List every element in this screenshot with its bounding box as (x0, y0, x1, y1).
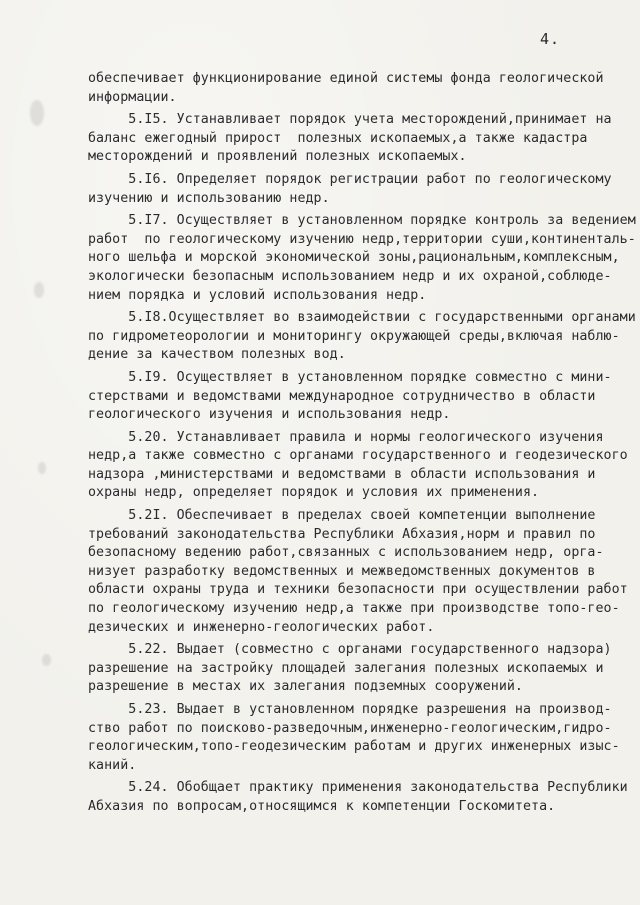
text-line: 5.I7. Осуществляет в установленном порядке контроль за ведением (88, 213, 636, 229)
stain-mark (42, 654, 51, 666)
text-line: информации. (88, 89, 177, 105)
text-line: баланс ежегодный прирост полезных ископаемых,а также кадастра (88, 130, 588, 146)
text-line: 5.24. Обобщает практику применения законодательства Республики (88, 780, 628, 796)
text-line: нием порядка и условий использования недр. (88, 287, 427, 303)
stain-mark (30, 100, 44, 126)
text-line: надзора ,министерствами и ведомствами в области использования и (88, 466, 596, 482)
text-line: безопасному ведению работ,связанных с использованием недр, орга- (88, 545, 604, 561)
text-line: требований законодательства Республики Абхазия,норм и правил по (88, 526, 596, 542)
text-line: низует разработку ведомственных и межведомственных документов в (88, 563, 596, 579)
text-line: по геологическому изучению недр,а также при производстве топо-гео- (88, 601, 620, 617)
text-line: Абхазия по вопросам,относящимся к компетенции Госкомитета. (88, 798, 556, 814)
document-body (88, 70, 636, 817)
text-line: по гидрометеорологии и мониторингу окружающей среды,включая наблю- (88, 328, 620, 344)
text-line: 5.I8.Осуществляет во взаимодействии с государственными органами (88, 310, 636, 326)
text-line: недр,а также совместно с органами государственного и геодезического (88, 448, 628, 464)
text-line: 5.2I. Обеспечивает в пределах своей компетенции выполнение (88, 508, 596, 524)
text-line: 5.23. Выдает в установленном порядке разрешения на производ- (88, 702, 612, 717)
text-line: охраны недр, определяет порядок и условия их применения. (88, 485, 540, 501)
text-line: 5.I5. Устанавливает порядок учета месторождений,принимает на (88, 112, 612, 128)
text-line: ного шельфа и морской экономической зоны,рациональным,комплексным, (88, 250, 620, 266)
text-line: геологическим,топо-геодезическим работам и других инженерных изыс- (88, 739, 620, 755)
text-line: стерствами и ведомствами международное сотрудничество в области (88, 388, 596, 404)
text-line: 5.22. Выдает (совместно с органами государственного надзора) (88, 642, 612, 658)
stain-mark (38, 462, 46, 474)
text-line: ство работ по поисково-разведочным,инженерно-геологическим,гидро- (88, 720, 612, 736)
text-line: разрешение на застройку площадей залегания полезных ископаемых и (88, 660, 604, 676)
text-line: 5.I9. Осуществляет в установленном порядке совместно с мини- (88, 369, 612, 385)
text-line: дезических и инженерно-геологических работ. (88, 619, 435, 635)
text-line: изучению и использованию недр. (88, 190, 330, 206)
text-line: экологически безопасным использованием недр и их охраной,соблюде- (88, 268, 612, 284)
text-line: геологического изучения и использования недр. (88, 407, 451, 423)
text-line: месторождений и проявлений полезных ископаемых. (88, 149, 467, 165)
stain-mark (34, 282, 44, 298)
text-line: дение за качеством полезных вод. (88, 347, 346, 363)
text-line: 5.20. Устанавливает правила и нормы геологического изучения (88, 429, 604, 445)
text-line: 5.I6. Определяет порядок регистрации работ по геологическому (88, 171, 612, 187)
text-line: каний. (88, 757, 137, 773)
page-number: 4. (540, 30, 561, 48)
text-line: области охраны труда и техники безопасности при осуществлении работ (88, 582, 628, 598)
text-line: обеспечивает функционирование единой системы фонда геологической (88, 71, 604, 86)
text-line: работ по геологическому изучению недр,территории суши,континенталь- (88, 231, 636, 247)
text-line: разрешение в местах их залегания подземных сооружений. (88, 679, 523, 695)
